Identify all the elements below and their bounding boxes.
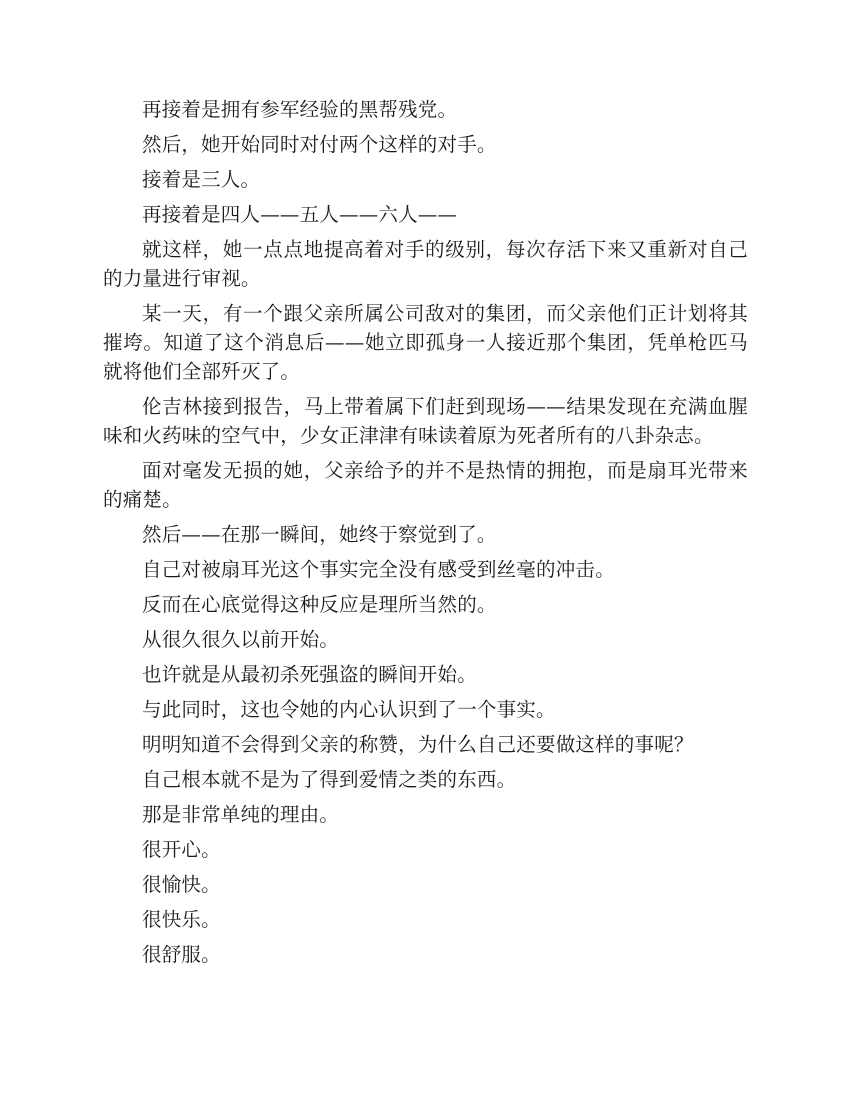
paragraph: 面对毫发无损的她，父亲给予的并不是热情的拥抱，而是扇耳光带来的痛楚。 bbox=[103, 459, 748, 511]
paragraph: 自己对被扇耳光这个事实完全没有感受到丝毫的冲击。 bbox=[142, 558, 615, 581]
paragraph: 很开心。 bbox=[142, 838, 221, 861]
paragraph: 很快乐。 bbox=[142, 908, 221, 931]
paragraph: 接着是三人。 bbox=[142, 168, 261, 191]
document-page bbox=[103, 95, 748, 975]
paragraph: 与此同时，这也令她的内心认识到了一个事实。 bbox=[142, 698, 556, 721]
paragraph: 伦吉林接到报告，马上带着属下们赶到现场——结果发现在充满血腥味和火药味的空气中，少女正津津有味读着原为死者所有的八卦杂志。 bbox=[103, 395, 748, 447]
paragraph: 也许就是从最初杀死强盗的瞬间开始。 bbox=[142, 663, 477, 686]
paragraph: 自己根本就不是为了得到爱情之类的东西。 bbox=[142, 768, 517, 791]
paragraph: 那是非常单纯的理由。 bbox=[142, 803, 340, 826]
paragraph: 再接着是拥有参军经验的黑帮残党。 bbox=[142, 98, 458, 121]
paragraph: 然后，她开始同时对付两个这样的对手。 bbox=[142, 133, 497, 156]
paragraph: 某一天，有一个跟父亲所属公司敌对的集团，而父亲他们正计划将其摧垮。知道了这个消息后——她立即孤身一人接近那个集团，凭单枪匹马就将他们全部歼灭了。 bbox=[103, 302, 748, 383]
paragraph: 从很久很久以前开始。 bbox=[142, 628, 340, 651]
paragraph: 很愉快。 bbox=[142, 873, 221, 896]
paragraph: 反而在心底觉得这种反应是理所当然的。 bbox=[142, 593, 497, 616]
paragraph: 就这样，她一点点地提高着对手的级别，每次存活下来又重新对自己的力量进行审视。 bbox=[103, 238, 748, 290]
paragraph: 明明知道不会得到父亲的称赞，为什么自己还要做这样的事呢？ bbox=[142, 733, 694, 756]
paragraph: 再接着是四人——五人——六人—— bbox=[142, 203, 458, 226]
paragraph: 然后——在那一瞬间，她终于察觉到了。 bbox=[142, 523, 497, 546]
paragraph: 很舒服。 bbox=[142, 943, 221, 966]
